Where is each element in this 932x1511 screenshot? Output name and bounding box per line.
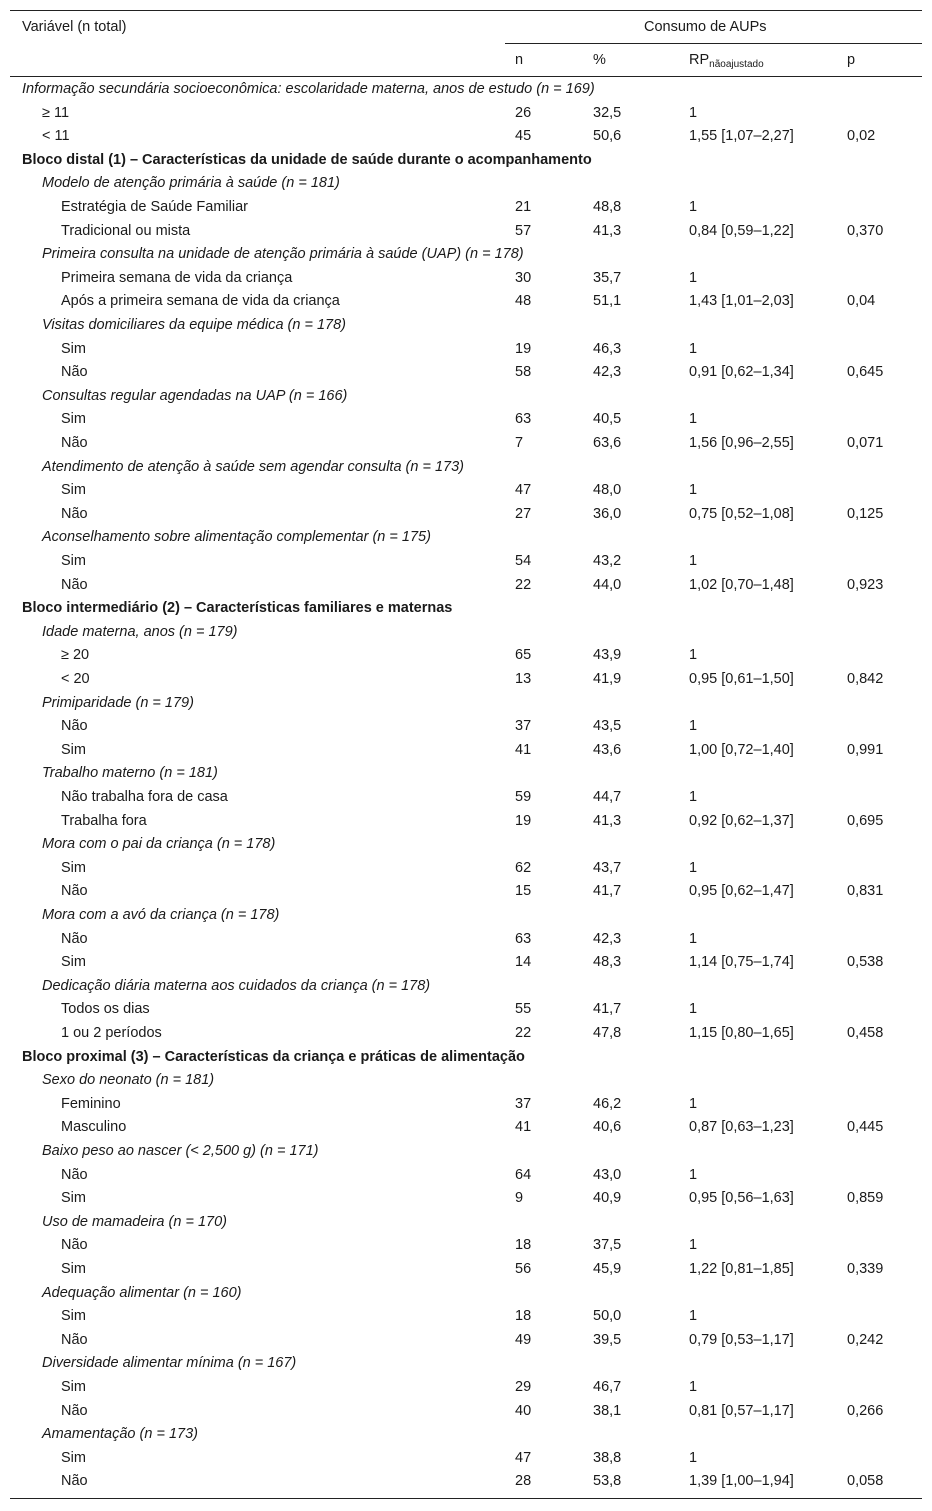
- table-row: [0, 1022, 932, 1045]
- cell-n: 19: [515, 812, 532, 829]
- table-row: [0, 479, 932, 502]
- row-label: Sim: [61, 1190, 86, 1207]
- cell-rp: 1,22 [0,81–1,85]: [689, 1261, 794, 1277]
- row-label: Bloco distal (1) – Características da unidade de saúde durante o acompanhamento: [22, 151, 592, 168]
- row-label: Não trabalha fora de casa: [61, 789, 228, 805]
- cell-rp: 1: [689, 1379, 698, 1395]
- cell-n: 18: [515, 1237, 532, 1254]
- table-row: [0, 668, 932, 691]
- cell-pct: 48,8: [593, 199, 622, 215]
- header-consumption-group: Consumo de AUPs: [644, 19, 767, 35]
- cell-pct: 63,6: [593, 435, 622, 451]
- header-n: n: [515, 52, 524, 68]
- variable-heading: [0, 385, 932, 408]
- row-label: Sim: [61, 1308, 86, 1325]
- table-row: [0, 810, 932, 833]
- row-label: Todos os dias: [61, 1001, 150, 1018]
- variable-heading: [0, 243, 932, 266]
- cell-n: 41: [515, 1119, 532, 1136]
- cell-p: 0,831: [847, 883, 884, 900]
- row-label: Não: [61, 505, 88, 522]
- header-p: p: [847, 52, 856, 68]
- variable-heading: [0, 1352, 932, 1375]
- cell-n: 55: [515, 1001, 532, 1018]
- group-header-rule: [505, 43, 922, 44]
- variable-heading: [0, 78, 932, 101]
- cell-n: 56: [515, 1261, 532, 1277]
- variable-heading: [0, 692, 932, 715]
- header-bottom-rule: [10, 76, 922, 77]
- cell-pct: 46,3: [593, 340, 622, 357]
- cell-p: 0,04: [847, 293, 876, 310]
- cell-rp: 1,56 [0,96–2,55]: [689, 435, 794, 451]
- table-row: [0, 1116, 932, 1139]
- cell-n: 9: [515, 1190, 524, 1207]
- cell-pct: 43,9: [593, 647, 622, 664]
- cell-pct: 35,7: [593, 269, 622, 286]
- cell-p: 0,645: [847, 364, 884, 381]
- cell-n: 63: [515, 930, 532, 947]
- variable-heading: [0, 1069, 932, 1092]
- row-label: Atendimento de atenção à saúde sem agendar consulta (n = 173): [42, 458, 464, 475]
- cell-rp: 1: [689, 1237, 698, 1254]
- cell-pct: 48,3: [593, 954, 622, 971]
- cell-pct: 43,7: [593, 859, 622, 876]
- cell-n: 49: [515, 1331, 532, 1348]
- cell-n: 37: [515, 718, 532, 735]
- row-label: Não: [61, 718, 88, 735]
- cell-rp: 1: [689, 411, 698, 428]
- cell-pct: 38,1: [593, 1402, 622, 1419]
- cell-rp: 1: [689, 199, 698, 215]
- cell-n: 45: [515, 128, 532, 145]
- cell-rp: 1: [689, 1449, 698, 1466]
- header-rp: [689, 52, 764, 69]
- row-label: Sim: [61, 340, 86, 357]
- cell-pct: 51,1: [593, 293, 622, 310]
- cell-rp: 1: [689, 647, 698, 664]
- row-label: 1 ou 2 períodos: [61, 1025, 162, 1041]
- row-label: Dedicação diária materna aos cuidados da criança (n = 178): [42, 977, 431, 994]
- cell-pct: 40,5: [593, 411, 622, 428]
- row-label: Sim: [61, 859, 86, 876]
- cell-p: 0,058: [847, 1473, 884, 1490]
- table-row: [0, 1470, 932, 1493]
- cell-rp: 1,15 [0,80–1,65]: [689, 1025, 794, 1041]
- row-label: Bloco proximal (3) – Características da criança e práticas de alimentação: [22, 1048, 525, 1065]
- table-row: [0, 432, 932, 455]
- row-label: Não: [61, 435, 88, 451]
- row-label: Mora com a avó da criança (n = 178): [42, 907, 280, 923]
- cell-n: 64: [515, 1166, 532, 1183]
- row-label: Não: [61, 1331, 88, 1348]
- cell-pct: 41,7: [593, 883, 622, 900]
- row-label: Sim: [61, 411, 86, 428]
- cell-p: 0,458: [847, 1025, 884, 1041]
- cell-n: 29: [515, 1379, 532, 1395]
- cell-n: 14: [515, 954, 532, 971]
- row-label: Após a primeira semana de vida da criança: [61, 293, 340, 310]
- row-label: Sim: [61, 741, 86, 758]
- cell-rp: 1: [689, 1308, 698, 1325]
- table-row: [0, 1329, 932, 1352]
- row-label: ≥ 11: [42, 104, 70, 121]
- cell-n: 58: [515, 364, 532, 381]
- table-row: [0, 715, 932, 738]
- cell-pct: 48,0: [593, 482, 622, 499]
- cell-pct: 43,2: [593, 553, 622, 569]
- cell-pct: 41,9: [593, 671, 622, 687]
- row-label: Sim: [61, 482, 86, 499]
- cell-n: 37: [515, 1095, 532, 1112]
- row-label: Não: [61, 1237, 88, 1254]
- row-label: Feminino: [61, 1095, 121, 1112]
- cell-rp: 1,02 [0,70–1,48]: [689, 576, 794, 593]
- cell-p: 0,266: [847, 1402, 884, 1419]
- row-label: Estratégia de Saúde Familiar: [61, 199, 248, 215]
- cell-rp: 1,55 [1,07–2,27]: [689, 128, 794, 145]
- bottom-rule: [10, 1498, 922, 1499]
- cell-pct: 46,7: [593, 1379, 622, 1395]
- cell-n: 27: [515, 505, 532, 522]
- cell-p: 0,071: [847, 435, 884, 451]
- row-label: Não: [61, 1402, 88, 1419]
- table-row: [0, 290, 932, 313]
- header-variable: Variável (n total): [22, 19, 127, 35]
- cell-n: 41: [515, 741, 532, 758]
- cell-n: 26: [515, 104, 532, 121]
- cell-pct: 47,8: [593, 1025, 622, 1041]
- cell-pct: 53,8: [593, 1473, 622, 1490]
- cell-rp: 0,95 [0,61–1,50]: [689, 671, 794, 687]
- table-row: [0, 125, 932, 148]
- variable-heading: [0, 1282, 932, 1305]
- table-row: [0, 102, 932, 125]
- row-label: < 20: [61, 671, 90, 687]
- cell-pct: 43,0: [593, 1166, 622, 1183]
- variable-heading: [0, 314, 932, 337]
- cell-pct: 44,7: [593, 789, 622, 805]
- row-label: Não: [61, 576, 88, 593]
- row-label: Diversidade alimentar mínima (n = 167): [42, 1355, 297, 1372]
- block-heading: [0, 149, 932, 172]
- cell-rp: 1,14 [0,75–1,74]: [689, 954, 794, 971]
- variable-heading: [0, 526, 932, 549]
- table-row: [0, 1305, 932, 1328]
- row-label: Visitas domiciliares da equipe médica (n = 178): [42, 317, 346, 333]
- table-row: [0, 786, 932, 809]
- row-label: Informação secundária socioeconômica: escolaridade materna, anos de estudo (n = 169): [22, 81, 595, 97]
- cell-p: 0,339: [847, 1261, 884, 1277]
- cell-pct: 41,3: [593, 222, 622, 239]
- table-row: [0, 644, 932, 667]
- cell-pct: 46,2: [593, 1095, 622, 1112]
- cell-rp: 1: [689, 859, 698, 876]
- cell-pct: 45,9: [593, 1261, 622, 1277]
- cell-rp: 1: [689, 104, 698, 121]
- cell-rp: 0,84 [0,59–1,22]: [689, 222, 794, 239]
- cell-rp: 1: [689, 789, 698, 805]
- variable-heading: [0, 975, 932, 998]
- table-row: [0, 574, 932, 597]
- cell-n: 65: [515, 647, 532, 664]
- row-label: Bloco intermediário (2) – Características familiares e maternas: [22, 600, 453, 617]
- cell-rp: 0,87 [0,63–1,23]: [689, 1119, 794, 1136]
- table-row: [0, 196, 932, 219]
- table-row: [0, 1093, 932, 1116]
- row-label: Trabalho materno (n = 181): [42, 765, 218, 782]
- table-row: [0, 220, 932, 243]
- row-label: Idade materna, anos (n = 179): [42, 623, 238, 640]
- row-label: Primiparidade (n = 179): [42, 694, 194, 711]
- variable-heading: [0, 762, 932, 785]
- cell-pct: 37,5: [593, 1237, 622, 1254]
- table-row: [0, 1234, 932, 1257]
- cell-p: 0,125: [847, 505, 884, 522]
- table-row: [0, 1376, 932, 1399]
- row-label: Não: [61, 883, 88, 900]
- cell-pct: 41,7: [593, 1001, 622, 1018]
- cell-p: 0,695: [847, 812, 884, 829]
- cell-p: 0,859: [847, 1190, 884, 1207]
- row-label: Sim: [61, 1261, 86, 1277]
- cell-n: 21: [515, 199, 532, 215]
- cell-pct: 50,6: [593, 128, 622, 145]
- cell-n: 57: [515, 222, 532, 239]
- cell-rp: 1: [689, 930, 698, 947]
- table-row: [0, 998, 932, 1021]
- cell-n: 62: [515, 859, 532, 876]
- cell-n: 47: [515, 482, 532, 499]
- cell-rp: 1: [689, 340, 698, 357]
- cell-rp: 1: [689, 1001, 698, 1018]
- variable-heading: [0, 456, 932, 479]
- row-label: Amamentação (n = 173): [42, 1426, 198, 1443]
- row-label: Uso de mamadeira (n = 170): [42, 1213, 227, 1230]
- table-row: [0, 880, 932, 903]
- header-rp-subscript: nãoajustado: [709, 59, 764, 70]
- row-label: Modelo de atenção primária à saúde (n = 181): [42, 175, 340, 192]
- block-heading: [0, 597, 932, 620]
- cell-n: 7: [515, 435, 524, 451]
- row-label: Aconselhamento sobre alimentação complementar (n = 175): [42, 529, 431, 546]
- cell-rp: 1,43 [1,01–2,03]: [689, 293, 794, 310]
- row-label: Sim: [61, 1449, 86, 1466]
- row-label: Primeira consulta na unidade de atenção primária à saúde (UAP) (n = 178): [42, 246, 524, 263]
- table-row: [0, 361, 932, 384]
- cell-rp: 0,95 [0,56–1,63]: [689, 1190, 794, 1207]
- cell-pct: 38,8: [593, 1449, 622, 1466]
- cell-n: 30: [515, 269, 532, 286]
- row-label: < 11: [42, 128, 70, 145]
- row-label: Sim: [61, 553, 86, 569]
- table-row: [0, 857, 932, 880]
- cell-rp: 0,95 [0,62–1,47]: [689, 883, 794, 900]
- cell-pct: 50,0: [593, 1308, 622, 1325]
- cell-rp: 0,79 [0,53–1,17]: [689, 1331, 794, 1348]
- row-label: Trabalha fora: [61, 812, 147, 829]
- cell-rp: 0,92 [0,62–1,37]: [689, 812, 794, 829]
- table-row: [0, 951, 932, 974]
- row-label: Primeira semana de vida da criança: [61, 269, 293, 286]
- cell-n: 28: [515, 1473, 532, 1490]
- table-row: [0, 1400, 932, 1423]
- cell-rp: 1: [689, 269, 698, 286]
- table-row: [0, 338, 932, 361]
- table-row: [0, 928, 932, 951]
- cell-p: 0,242: [847, 1331, 884, 1348]
- row-label: Não: [61, 1473, 88, 1490]
- cell-pct: 39,5: [593, 1331, 622, 1348]
- row-label: Sim: [61, 954, 86, 971]
- row-label: Não: [61, 930, 88, 947]
- cell-rp: 1: [689, 718, 698, 735]
- variable-heading: [0, 1140, 932, 1163]
- cell-n: 13: [515, 671, 532, 687]
- table-row: [0, 408, 932, 431]
- table-row: [0, 739, 932, 762]
- table-row: [0, 503, 932, 526]
- cell-pct: 42,3: [593, 930, 622, 947]
- cell-p: 0,842: [847, 671, 884, 687]
- cell-rp: 0,81 [0,57–1,17]: [689, 1402, 794, 1419]
- cell-p: 0,370: [847, 222, 884, 239]
- row-label: Não: [61, 1166, 88, 1183]
- cell-n: 63: [515, 411, 532, 428]
- cell-pct: 44,0: [593, 576, 622, 593]
- row-label: Baixo peso ao nascer (< 2,500 g) (n = 171): [42, 1143, 319, 1159]
- cell-n: 22: [515, 576, 532, 593]
- row-label: Consultas regular agendadas na UAP (n = 166): [42, 387, 348, 404]
- top-rule: [10, 10, 922, 11]
- row-label: ≥ 20: [61, 647, 90, 664]
- row-label: Adequação alimentar (n = 160): [42, 1284, 242, 1301]
- variable-heading: [0, 1211, 932, 1234]
- table-row: [0, 550, 932, 573]
- cell-pct: 32,5: [593, 104, 622, 121]
- cell-p: 0,991: [847, 741, 884, 758]
- block-heading: [0, 1046, 932, 1069]
- header-rp-label: RP: [689, 52, 710, 68]
- cell-n: 19: [515, 340, 532, 357]
- cell-rp: 1: [689, 553, 698, 569]
- table-row: [0, 1258, 932, 1281]
- table-row: [0, 1447, 932, 1470]
- cell-rp: 1,39 [1,00–1,94]: [689, 1473, 794, 1490]
- row-label: Não: [61, 364, 88, 381]
- cell-rp: 1: [689, 1095, 698, 1112]
- row-label: Sim: [61, 1379, 86, 1395]
- row-label: Sexo do neonato (n = 181): [42, 1072, 215, 1089]
- cell-p: 0,538: [847, 954, 884, 971]
- cell-pct: 43,6: [593, 741, 622, 758]
- cell-pct: 41,3: [593, 812, 622, 829]
- table-row: [0, 267, 932, 290]
- cell-n: 15: [515, 883, 532, 900]
- cell-n: 18: [515, 1308, 532, 1325]
- cell-pct: 40,6: [593, 1119, 622, 1136]
- row-label: Tradicional ou mista: [61, 222, 191, 239]
- cell-rp: 1,00 [0,72–1,40]: [689, 741, 794, 758]
- cell-rp: 1: [689, 1166, 698, 1183]
- row-label: Mora com o pai da criança (n = 178): [42, 836, 276, 853]
- variable-heading: [0, 621, 932, 644]
- cell-n: 47: [515, 1449, 532, 1466]
- table-row: [0, 1187, 932, 1210]
- cell-rp: 0,75 [0,52–1,08]: [689, 505, 794, 522]
- row-label: Masculino: [61, 1119, 127, 1136]
- cell-p: 0,923: [847, 576, 884, 593]
- cell-rp: 0,91 [0,62–1,34]: [689, 364, 794, 381]
- header-pct: %: [593, 52, 606, 68]
- variable-heading: [0, 833, 932, 856]
- cell-n: 54: [515, 553, 532, 569]
- table-row: [0, 1164, 932, 1187]
- variable-heading: [0, 1423, 932, 1446]
- cell-p: 0,445: [847, 1119, 884, 1136]
- cell-n: 48: [515, 293, 532, 310]
- cell-pct: 36,0: [593, 505, 622, 522]
- variable-heading: [0, 172, 932, 195]
- cell-n: 59: [515, 789, 532, 805]
- cell-p: 0,02: [847, 128, 876, 145]
- cell-pct: 40,9: [593, 1190, 622, 1207]
- cell-n: 40: [515, 1402, 532, 1419]
- cell-rp: 1: [689, 482, 698, 499]
- cell-pct: 42,3: [593, 364, 622, 381]
- cell-n: 22: [515, 1025, 532, 1041]
- cell-pct: 43,5: [593, 718, 622, 735]
- variable-heading: [0, 904, 932, 927]
